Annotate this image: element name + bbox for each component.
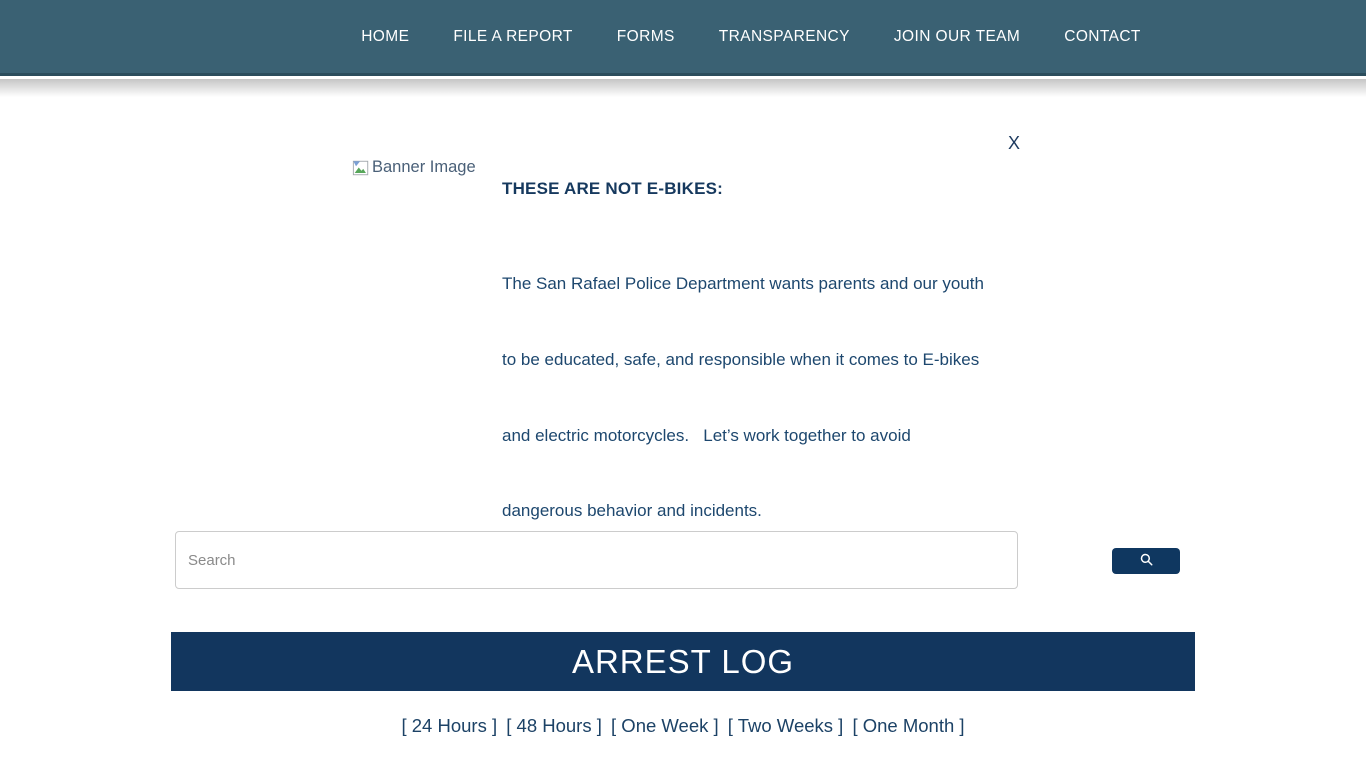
- arrest-log-range-links: [0, 715, 1366, 737]
- modal-heading: THESE ARE NOT E-BIKES:: [502, 179, 724, 198]
- link-two-weeks[interactable]: [ Two Weeks ]: [727, 715, 844, 736]
- modal-paragraph: [502, 221, 1042, 574]
- paragraph-line: to be educated, safe, and responsible when it comes to E-bikes: [502, 350, 980, 370]
- nav-drop-shadow: [0, 79, 1366, 97]
- modal-close-button[interactable]: X: [1007, 133, 1020, 153]
- link-24-hours[interactable]: [ 24 Hours ]: [401, 715, 498, 736]
- nav-item-forms[interactable]: FORMS: [616, 27, 675, 45]
- arrest-log-title: ARREST LOG: [571, 642, 795, 680]
- nav-item-contact[interactable]: CONTACT: [1064, 27, 1141, 45]
- link-one-week[interactable]: [ One Week ]: [611, 715, 719, 736]
- link-48-hours[interactable]: [ 48 Hours ]: [506, 715, 602, 736]
- banner-image-broken: [352, 158, 476, 177]
- top-navigation: [0, 0, 1366, 76]
- paragraph-line: and electric motorcycles. Let’s work together to avoid: [502, 425, 911, 445]
- link-one-month[interactable]: [ One Month ]: [852, 715, 965, 736]
- banner-image-alt-text: Banner Image: [372, 158, 476, 176]
- arrest-log-banner: [171, 632, 1195, 691]
- nav-item-file-a-report[interactable]: FILE A REPORT: [453, 27, 573, 45]
- magnifier-icon: [1139, 552, 1154, 570]
- nav-item-home[interactable]: HOME: [361, 27, 410, 45]
- paragraph-line: The San Rafael Police Department wants parents and our youth: [502, 274, 984, 294]
- search-input[interactable]: [175, 531, 1018, 589]
- broken-image-icon: [352, 159, 370, 177]
- nav-item-transparency[interactable]: TRANSPARENCY: [718, 27, 850, 45]
- nav-item-join-our-team[interactable]: JOIN OUR TEAM: [893, 27, 1021, 45]
- paragraph-line: dangerous behavior and incidents.: [502, 501, 762, 521]
- search-button[interactable]: [1112, 548, 1180, 574]
